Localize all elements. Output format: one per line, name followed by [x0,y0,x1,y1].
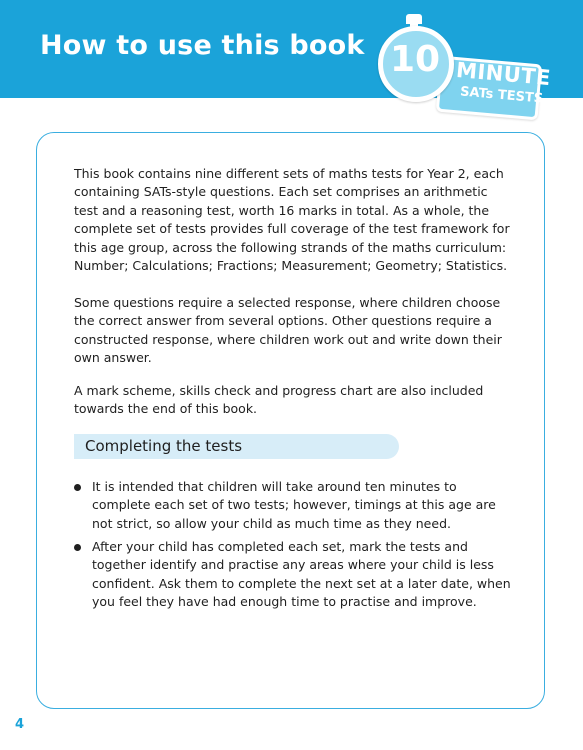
list-item-text: After your child has completed each set, mark the tests and together identify and practise any areas where your child is less confident. Ask them to complete the next set at a later date, when you feel they have had enough time to practise and improve. [92,539,511,610]
ten-minute-sats-badge [376,14,552,126]
page-title: How to use this book [40,30,365,61]
badge-subtitle: SATs TESTS [459,84,544,107]
section-heading: Completing the tests [85,437,243,455]
intro-paragraph-1: This book contains nine different sets of maths tests for Year 2, each containing SATs-style questions. Each set comprises an arithmetic test and a reasoning test, worth 16 marks in total. As a whole, the complete set of tests provides full coverage of the test framework for this age group, across the following strands of the maths curriculum: Number; Calculations; Fractions; Measurement; Geometry; Statistics. [74,166,510,274]
page-number: 4 [15,717,25,732]
section-heading-bar [74,434,399,459]
intro-paragraph-2: Some questions require a selected response, where children choose the correct answer from several options. Other questions require a constructed response, where children work out and write down their own answer. [74,295,502,366]
badge-number: 10 [390,39,441,80]
intro-paragraph-3: A mark scheme, skills check and progress chart are also included towards the end of this book. [74,383,484,417]
bullet-icon [74,484,81,491]
bullet-icon [74,544,81,551]
badge-minute-label: MINUTE [455,57,552,91]
list-item-text: It is intended that children will take around ten minutes to complete each set of two tests; however, timings at this age are not strict, so allow your child as much time as they need. [92,479,496,531]
